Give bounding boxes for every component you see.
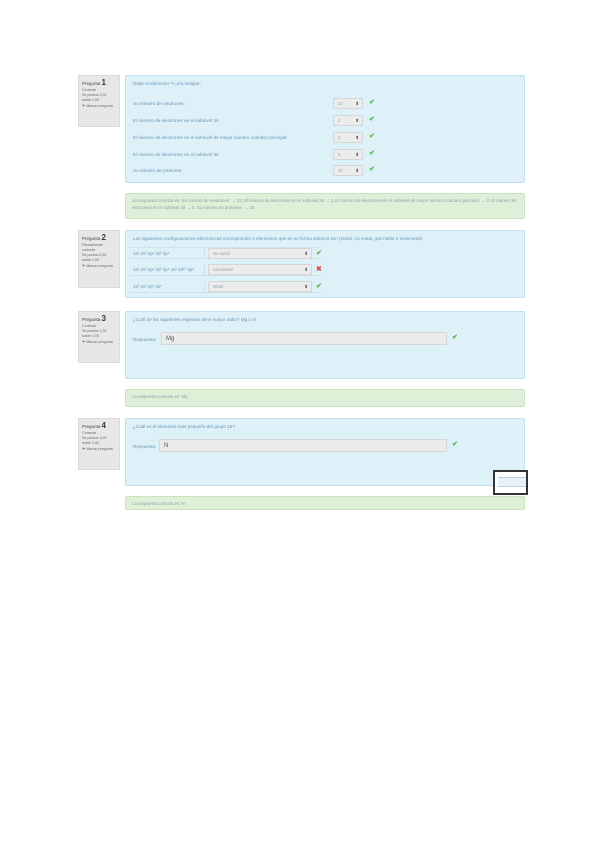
popup-panel xyxy=(498,477,526,487)
match-row: 1s² 2s² 2p⁶ 3s¹ Metal ⬍ ✔ xyxy=(130,281,322,293)
answer-select[interactable]: 2 ⬍ xyxy=(333,115,363,126)
question-number: Pregunta 4 xyxy=(82,421,106,430)
flag-icon: ⚑ xyxy=(82,264,86,268)
correct-answer-feedback: La respuesta correcta es: N xyxy=(132,501,185,506)
answer-select[interactable]: 22 ⬍ xyxy=(333,98,363,109)
select-arrows-icon: ⬍ xyxy=(304,267,308,272)
question-text: ¿Cuál es el elemento más pequeño del grupo 15? xyxy=(133,424,235,429)
answer-input[interactable]: Mg xyxy=(161,332,447,345)
cross-icon: ✖ xyxy=(316,266,322,273)
answer-select[interactable]: Semimetal ⬍ xyxy=(208,264,312,275)
feedback-box-3 xyxy=(125,389,525,407)
select-arrows-icon: ⬍ xyxy=(355,101,359,106)
question-status: Correcta xyxy=(82,324,96,328)
select-arrows-icon: ⬍ xyxy=(355,168,359,173)
question-info-3 xyxy=(78,311,120,363)
question-info-2 xyxy=(78,230,120,288)
flag-question-link[interactable]: ⚑ Marcar pregunta xyxy=(82,104,113,108)
select-arrows-icon: ⬍ xyxy=(304,284,308,289)
check-icon: ✔ xyxy=(452,334,458,341)
answer-select[interactable]: 20 ⬍ xyxy=(333,165,363,176)
question-text: Dado el elemento ⁴²₂₀Ca indique: xyxy=(133,81,201,86)
question-number: Pregunta 3 xyxy=(82,314,106,323)
match-table xyxy=(130,247,322,293)
flag-icon: ⚑ xyxy=(82,447,86,451)
question-status: Correcta xyxy=(82,88,96,92)
question-box-4 xyxy=(125,418,525,486)
check-icon: ✔ xyxy=(369,99,375,106)
answer-select[interactable]: 0 ⬍ xyxy=(333,149,363,160)
answer-label: Respuesta: xyxy=(133,444,157,449)
flag-icon: ⚑ xyxy=(82,340,86,344)
feedback-box-4 xyxy=(125,496,525,510)
check-icon: ✔ xyxy=(369,116,375,123)
check-icon: ✔ xyxy=(369,166,375,173)
question-box-1 xyxy=(125,75,525,183)
question-number: Pregunta 2 xyxy=(82,233,106,242)
question-score: Se puntúa 1,00 sobre 1,00 xyxy=(82,93,107,102)
check-icon: ✔ xyxy=(369,133,375,140)
select-arrows-icon: ⬍ xyxy=(304,251,308,256)
question-text: Las siguientes configuraciones electrónicas corresponden a elementos que en su forma atómica son (metal, no metal, gas noble o semimetal): xyxy=(133,236,424,241)
match-row-label: Su número de neutrones: xyxy=(133,101,185,106)
select-arrows-icon: ⬍ xyxy=(355,135,359,140)
match-row-label: El número de electrones en el subnivel 3s xyxy=(133,118,219,123)
correct-answer-feedback: La respuesta correcta es: Mg xyxy=(132,394,188,399)
match-row: 1s² 2s² 2p⁶ 3s² 3p⁶ 4s² 3d¹⁰ 4p⁶ Semimetal ⬍ ✖ xyxy=(130,264,322,276)
flag-question-link[interactable]: ⚑ Marcar pregunta xyxy=(82,447,113,451)
question-status: Correcta xyxy=(82,431,96,435)
flag-question-link[interactable]: ⚑ Marcar pregunta xyxy=(82,264,113,268)
question-box-2 xyxy=(125,230,525,298)
match-row: 1s² 2s² 2p⁶ 3s² 3p⁵ No metal ⬍ ✔ xyxy=(130,247,322,259)
select-arrows-icon: ⬍ xyxy=(355,118,359,123)
answer-input[interactable]: N xyxy=(159,439,447,452)
question-score: Se puntúa 1,00 sobre 1,00 xyxy=(82,436,107,445)
question-number: Pregunta 1 xyxy=(82,78,106,87)
match-row-label: Su número de protones: xyxy=(133,168,183,173)
check-icon: ✔ xyxy=(369,150,375,157)
question-text: ¿Cuál de las siguientes especies tiene mayor radio? Mg o Al xyxy=(133,317,257,322)
check-icon: ✔ xyxy=(316,250,322,257)
question-status: Parcialmente correcta xyxy=(82,243,103,252)
question-info-1 xyxy=(78,75,120,127)
answer-label: Respuesta: xyxy=(133,337,157,342)
question-info-4 xyxy=(78,418,120,470)
feedback-box-1 xyxy=(125,193,525,219)
check-icon: ✔ xyxy=(316,283,322,290)
flag-icon: ⚑ xyxy=(82,104,86,108)
answer-select[interactable]: No metal ⬍ xyxy=(208,248,312,259)
match-row-label: El número de electrones en el subnivel de mayor número cuántico principal: xyxy=(133,135,288,140)
select-arrows-icon: ⬍ xyxy=(355,152,359,157)
answer-select[interactable]: Metal ⬍ xyxy=(208,281,312,292)
correct-answer-feedback: La respuesta correcta es: Su número de neutrones: → 22, El número de electrones en el subnivel 3s → 2, El número de electrones en el subnivel de mayor número cuántico principal: → 2, El número de electrones en el subnivel 3d → 0, Su número de protones: → 20 xyxy=(132,198,517,210)
match-row-label: El número de electrones en el subnivel 3d xyxy=(133,152,219,157)
check-icon: ✔ xyxy=(452,441,458,448)
question-score: Se puntúa 0,50 sobre 1,00 xyxy=(82,253,107,262)
question-box-3 xyxy=(125,311,525,379)
floating-popup[interactable] xyxy=(493,470,528,495)
answer-select[interactable]: 2 ⬍ xyxy=(333,132,363,143)
flag-question-link[interactable]: ⚑ Marcar pregunta xyxy=(82,340,113,344)
question-score: Se puntúa 1,00 sobre 1,00 xyxy=(82,329,107,338)
